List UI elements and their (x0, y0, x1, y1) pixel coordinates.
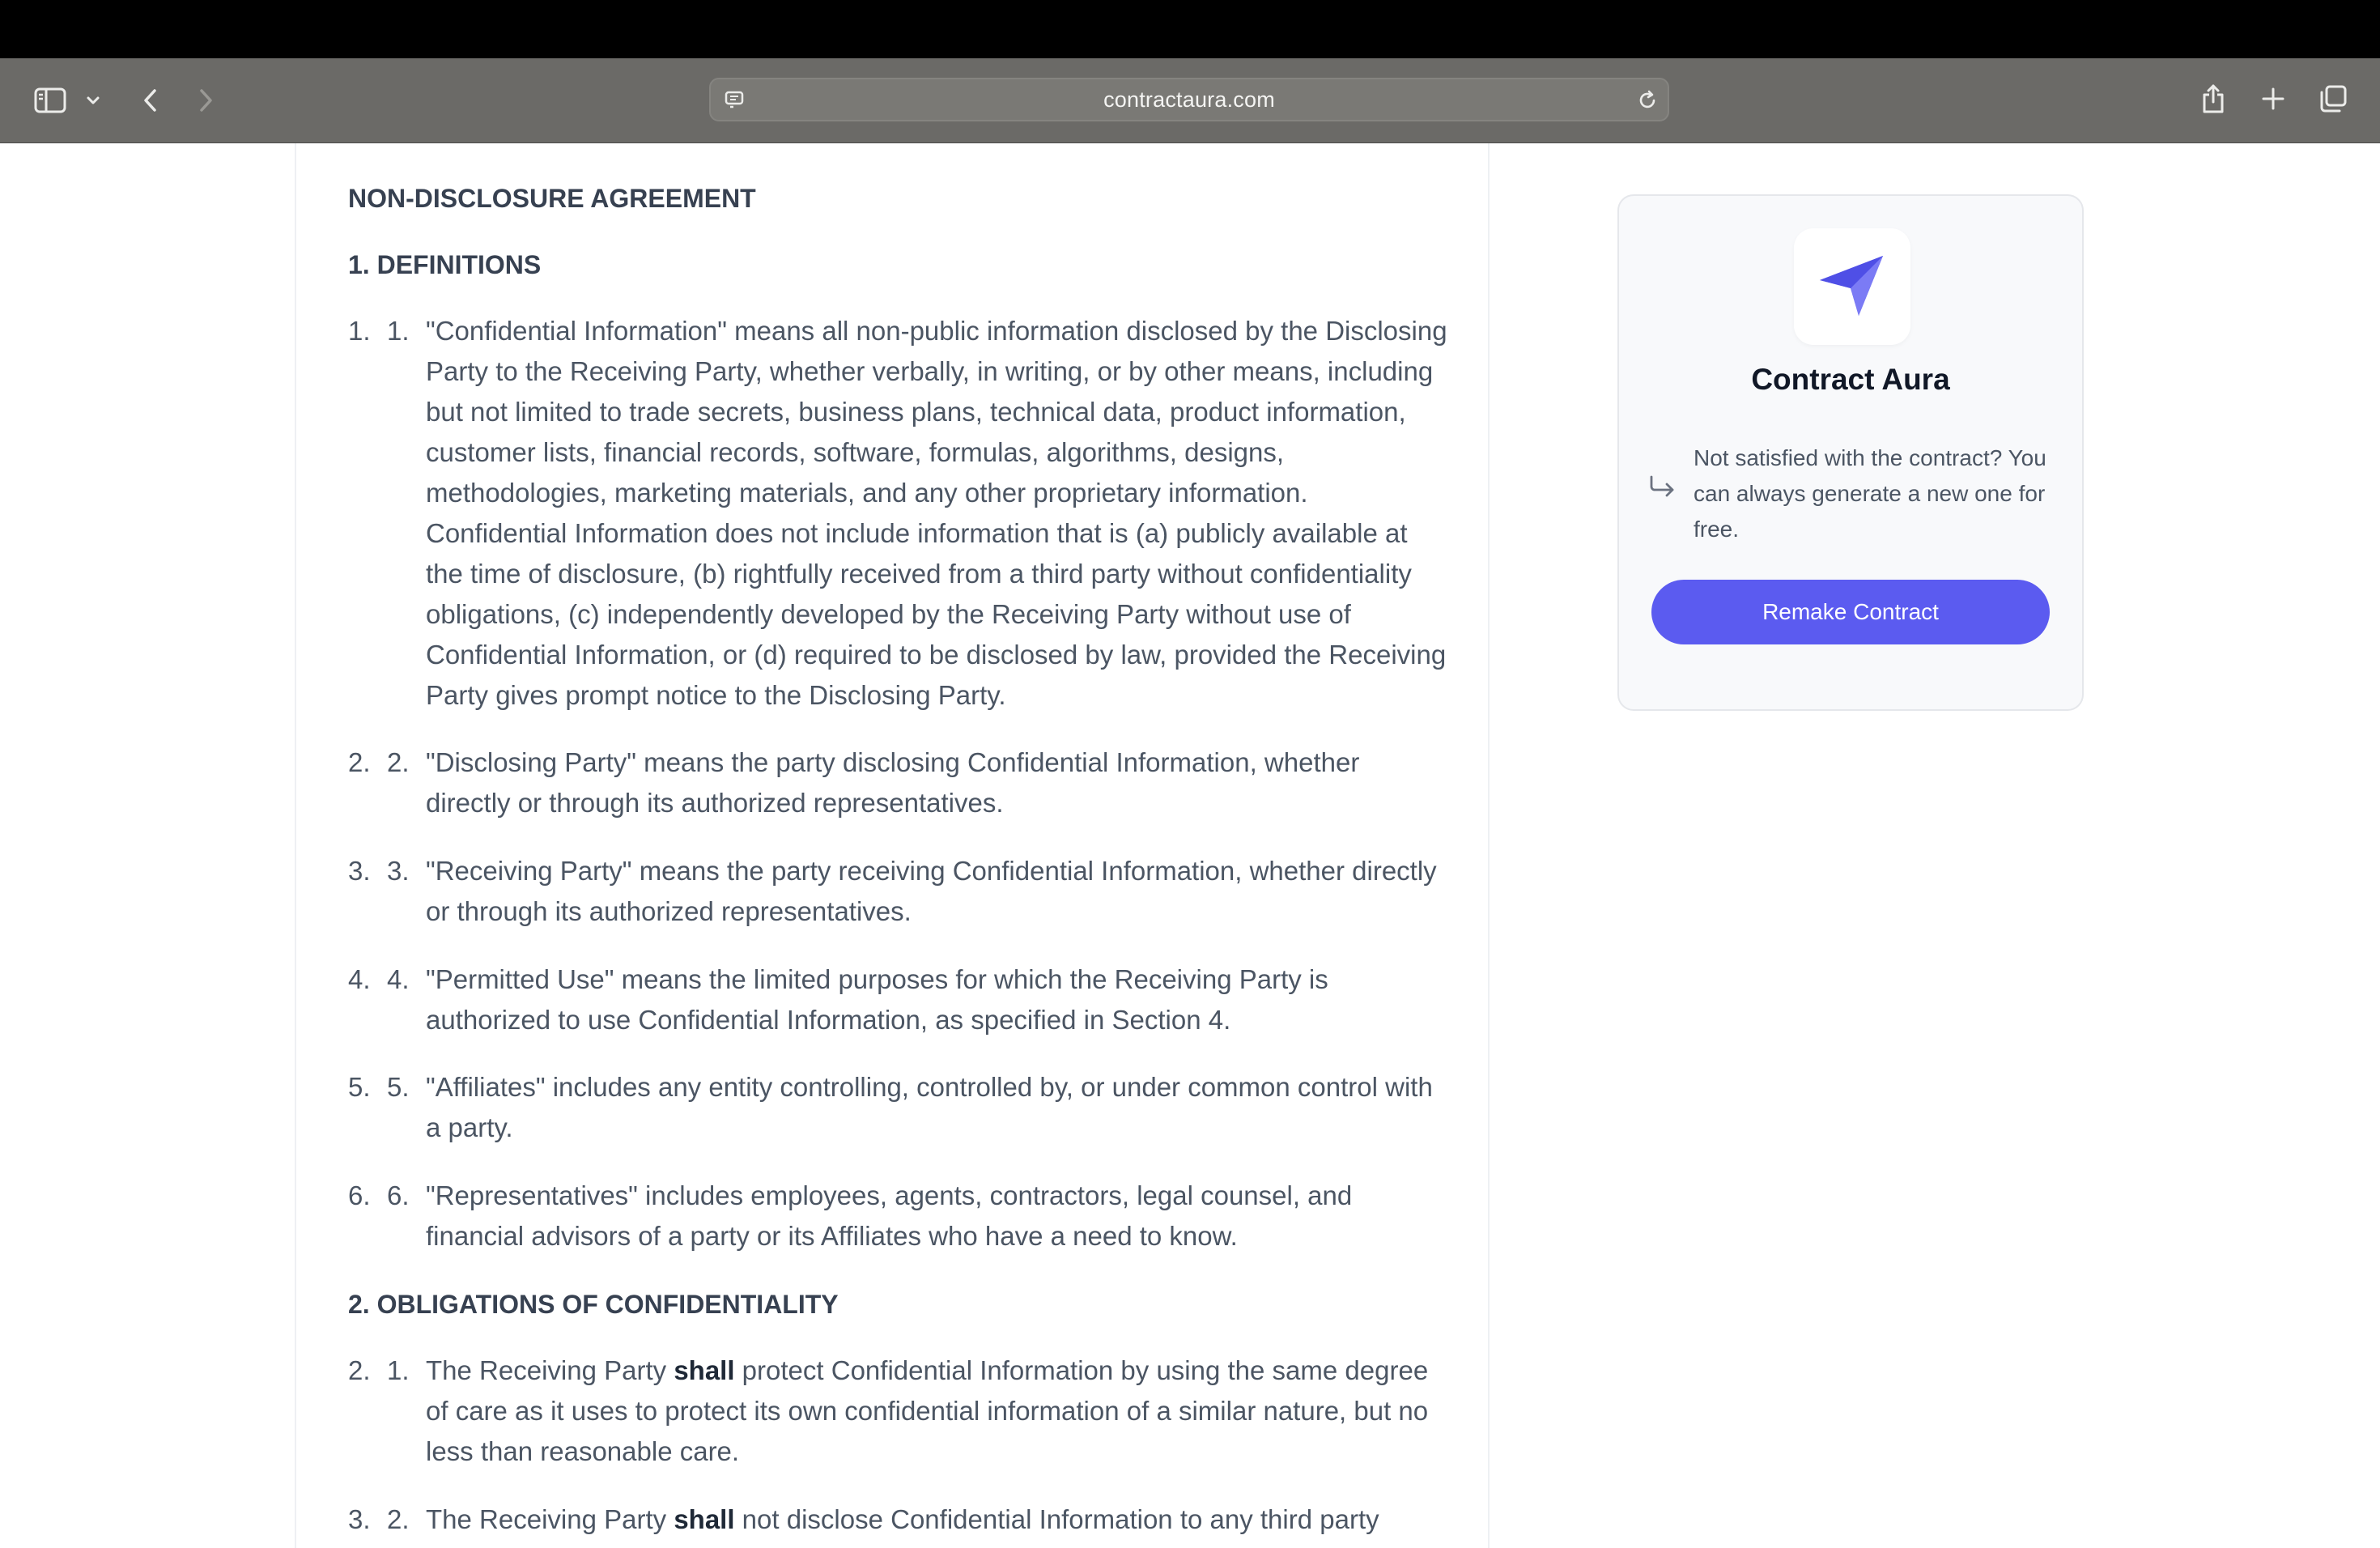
list-subnumber: 3. (387, 856, 410, 886)
list-item-text: The Receiving Party shall not disclose Confidential Information to any third party (426, 1504, 1379, 1534)
section-heading: 1. DEFINITIONS (348, 250, 542, 279)
back-arrow-icon[interactable] (138, 84, 162, 117)
list-number: 1. (348, 316, 371, 346)
list-item-text: "Affiliates" includes any entity controlling, controlled by, or under common control with a party. (426, 1072, 1433, 1142)
list-subnumber: 1. (387, 1355, 410, 1385)
reload-icon[interactable] (1635, 89, 1660, 112)
url-text: contractaura.com (1103, 87, 1275, 112)
brand-name: Contract Aura (1751, 363, 1950, 396)
list-subnumber: 5. (387, 1072, 410, 1102)
tab-overview-icon[interactable] (2317, 83, 2349, 115)
list-number: 4. (348, 964, 371, 994)
list-number: 5. (348, 1072, 371, 1102)
section-heading: 2. OBLIGATIONS OF CONFIDENTIALITY (348, 1290, 839, 1319)
list-item-text: "Confidential Information" means all non-public information disclosed by the Disclosing Party to the Receiving Party, whether verbally, in writing, or by other means, including but not limited to trade secrets, business plans, technical data, product information, customer lists, financial records, software, formulas, algorithms, designs, methodologies, marketing materials, and any other proprietary information. Confidential Information does not include information that is (a) publicly available at the time of disclosure, (b) rightfully received from a third party without confidentiality obligations, (c) independently developed by the Receiving Party without use of Confidential Information, or (d) required to be disclosed by law, provided the Receiving Party gives prompt notice to the Disclosing Party. (426, 316, 1447, 710)
remake-card (1617, 194, 2084, 711)
app-logo (1794, 228, 1910, 345)
forward-arrow-icon[interactable] (194, 84, 219, 117)
remake-hint-text: Not satisfied with the contract? You can always generate a new one for free. (1694, 445, 2046, 542)
new-tab-plus-icon[interactable] (2259, 84, 2288, 113)
list-subnumber: 2. (387, 1504, 410, 1534)
list-number: 6. (348, 1180, 371, 1210)
list-item-text: "Receiving Party" means the party receiving Confidential Information, whether directly or through its authorized representatives. (426, 856, 1437, 926)
list-item-text: The Receiving Party shall protect Confidential Information by using the same degree of care as it uses to protect its own confidential information of a similar nature, but no less than reasonable care. (426, 1355, 1429, 1466)
sidebar-toggle-icon[interactable] (32, 83, 68, 118)
list-item-text: "Representatives" includes employees, agents, contractors, legal counsel, and financial advisors of a party or its Affiliates who have a need to know. (426, 1180, 1353, 1251)
share-icon[interactable] (2199, 79, 2228, 118)
list-number: 3. (348, 856, 371, 886)
screen-top-bezel (0, 0, 2380, 58)
list-number: 2. (348, 747, 371, 777)
list-item-text: "Permitted Use" means the limited purposes for which the Receiving Party is authorized to use Confidential Information, as specified in Section 4. (426, 964, 1328, 1035)
remake-contract-button[interactable]: Remake Contract (1651, 580, 2050, 644)
redo-arrow-icon (1648, 475, 1676, 504)
chevron-down-icon[interactable] (84, 91, 102, 110)
address-bar[interactable] (709, 78, 1669, 121)
list-number: 2. (348, 1355, 371, 1385)
paper-plane-icon (1815, 251, 1889, 322)
list-subnumber: 2. (387, 747, 410, 777)
document-title: NON-DISCLOSURE AGREEMENT (348, 184, 756, 213)
list-subnumber: 4. (387, 964, 410, 994)
list-number: 3. (348, 1504, 371, 1534)
list-subnumber: 1. (387, 316, 410, 346)
browser-toolbar (0, 58, 2380, 143)
list-subnumber: 6. (387, 1180, 410, 1210)
list-item-text: "Disclosing Party" means the party disclosing Confidential Information, whether directly or through its authorized representatives. (426, 747, 1360, 818)
